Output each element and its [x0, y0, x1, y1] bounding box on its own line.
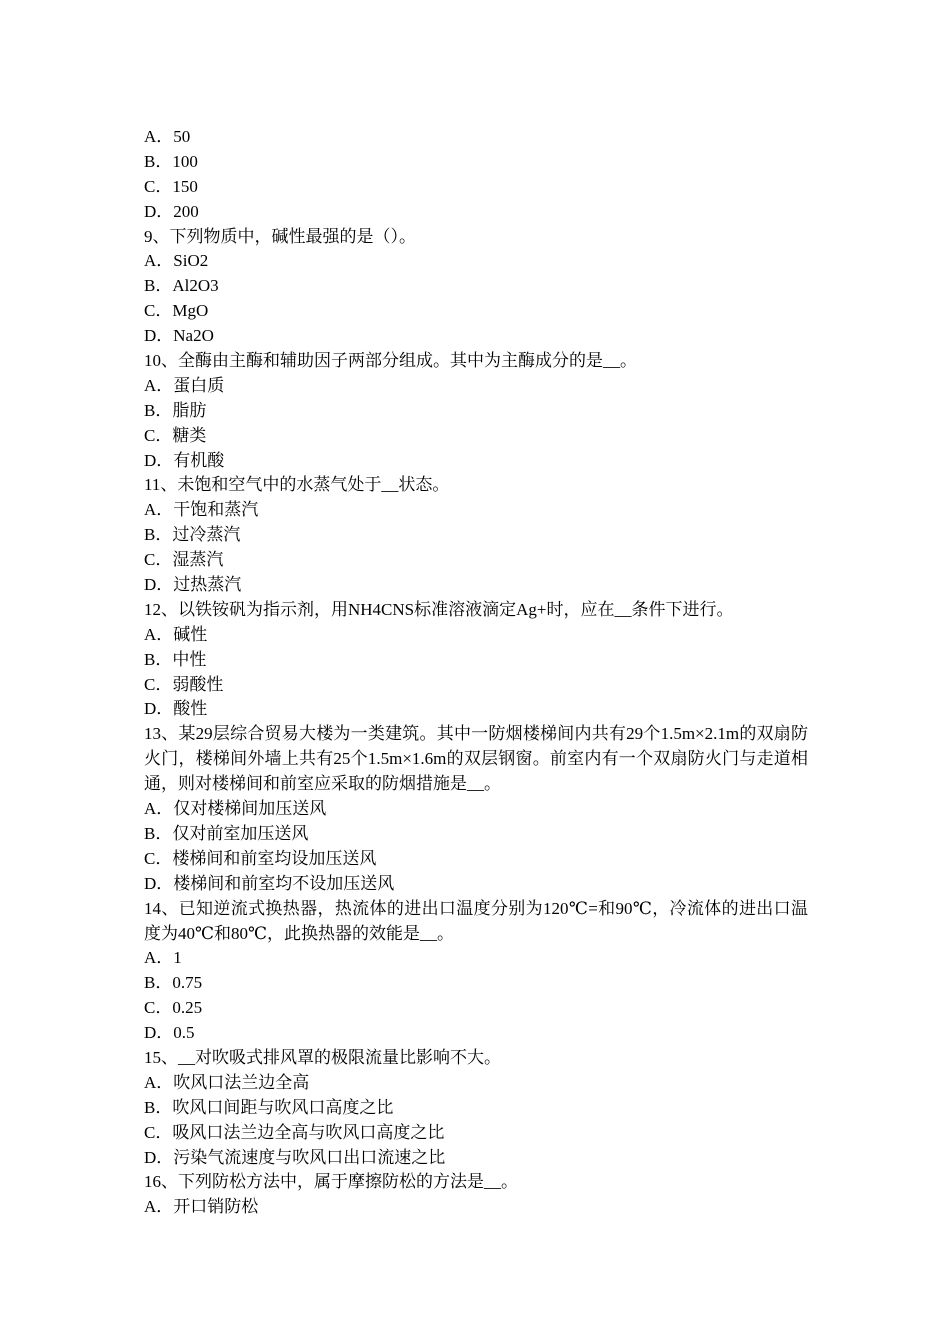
q15-option-d: D．污染气流速度与吹风口出口流速之比: [144, 1147, 446, 1167]
question-10: 10、全酶由主酶和辅助因子两部分组成。其中为主酶成分的是__。: [144, 351, 637, 371]
q13-option-b: B．仅对前室加压送风: [144, 823, 309, 843]
q13-option-c: C．楼梯间和前室均设加压送风: [144, 848, 377, 868]
option-d: D．200: [144, 201, 199, 221]
q10-option-c: C．糖类: [144, 425, 207, 445]
q14-option-d: D．0.5: [144, 1023, 195, 1043]
q12-option-c: C．弱酸性: [144, 674, 224, 694]
q12-option-a: A．碱性: [144, 624, 208, 644]
q9-option-a: A．SiO2: [144, 251, 209, 271]
q12-option-d: D．酸性: [144, 699, 208, 719]
q16-option-a: A．开口销防松: [144, 1197, 259, 1217]
document-page: [144, 125, 808, 1220]
q9-option-c: C．MgO: [144, 301, 209, 321]
q10-option-d: D．有机酸: [144, 450, 225, 470]
q14-option-a: A．1: [144, 948, 182, 968]
question-12: 12、以铁铵矾为指示剂，用NH4CNS标准溶液滴定Ag+时，应在__条件下进行。: [144, 599, 734, 619]
q15-option-b: B．吹风口间距与吹风口高度之比: [144, 1097, 394, 1117]
question-16: 16、下列防松方法中，属于摩擦防松的方法是__。: [144, 1172, 518, 1192]
q13-option-a: A．仅对楼梯间加压送风: [144, 799, 327, 819]
q13-option-d: D．楼梯间和前室均不设加压送风: [144, 873, 395, 893]
q14-option-b: B．0.75: [144, 973, 203, 993]
q14-option-c: C．0.25: [144, 998, 203, 1018]
question-9: 9、下列物质中，碱性最强的是（）。: [144, 226, 416, 246]
q11-option-c: C．湿蒸汽: [144, 550, 224, 570]
option-c: C．150: [144, 176, 198, 196]
q10-option-b: B．脂肪: [144, 400, 207, 420]
question-14: 14、已知逆流式换热器，热流体的进出口温度分别为120℃=和90℃，冷流体的进出口温度为40℃和80℃，此换热器的效能是__。: [144, 898, 808, 943]
q10-option-a: A．蛋白质: [144, 375, 225, 395]
q15-option-a: A．吹风口法兰边全高: [144, 1072, 310, 1092]
q15-option-c: C．吸风口法兰边全高与吹风口高度之比: [144, 1122, 445, 1142]
question-11: 11、未饱和空气中的水蒸气处于__状态。: [144, 475, 450, 495]
question-13: 13、某29层综合贸易大楼为一类建筑。其中一防烟楼梯间内共有29个1.5m×2.1m的双扇防火门，楼梯间外墙上共有25个1.5m×1.6m的双层钢窗。前室内有一个双扇防火门与走道相通，则对楼梯间和前室应采取的防烟措施是__。: [144, 724, 808, 794]
option-a: A．50: [144, 127, 191, 146]
q9-option-d: D．Na2O: [144, 326, 214, 346]
question-15: 15、__对吹吸式排风罩的极限流量比影响不大。: [144, 1048, 501, 1068]
q11-option-d: D．过热蒸汽: [144, 575, 242, 595]
q9-option-b: B．Al2O3: [144, 276, 219, 296]
q11-option-b: B．过冷蒸汽: [144, 525, 241, 545]
q12-option-b: B．中性: [144, 649, 207, 669]
q11-option-a: A．干饱和蒸汽: [144, 500, 259, 520]
option-b: B．100: [144, 151, 198, 171]
